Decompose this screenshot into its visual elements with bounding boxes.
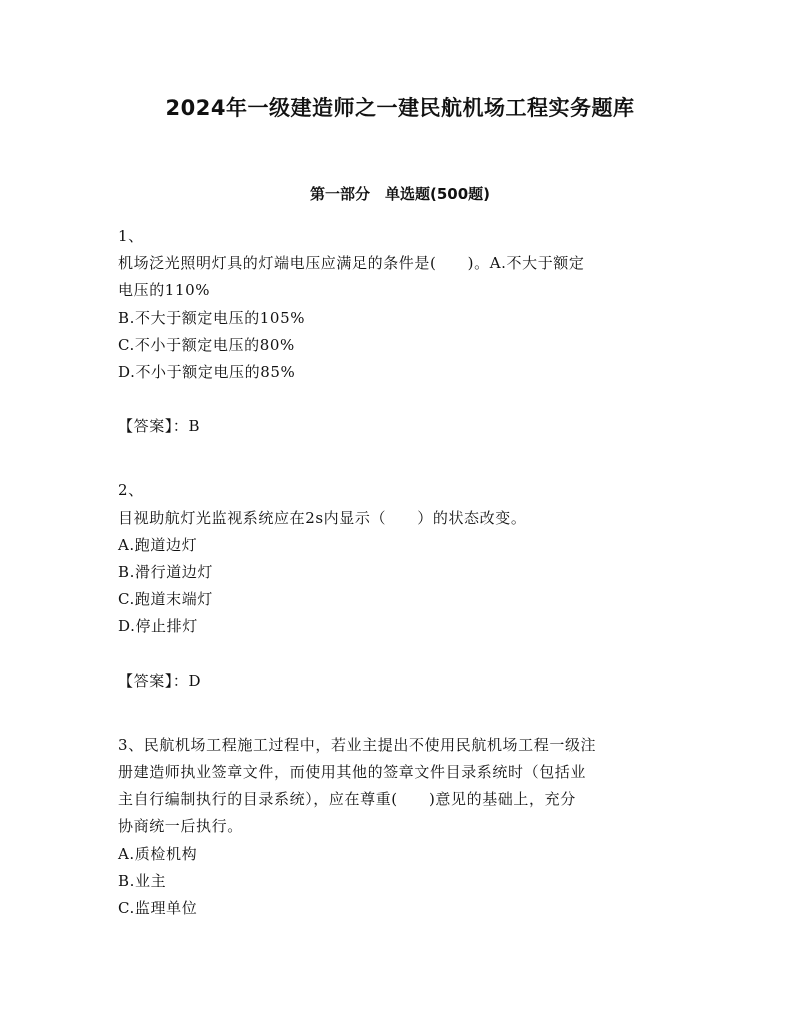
- question-list: [118, 223, 678, 922]
- question-stem-line: 机场泛光照明灯具的灯端电压应满足的条件是( )。A.不大于额定: [118, 254, 585, 273]
- option-c: C.不小于额定电压的80%: [118, 335, 295, 354]
- question-stem-line: 协商统一后执行。: [118, 817, 243, 836]
- option-d: D.不小于额定电压的85%: [118, 363, 296, 382]
- option-b: B.业主: [118, 871, 167, 890]
- option-c: C.监理单位: [118, 899, 198, 918]
- question-2: [118, 477, 678, 694]
- section-heading: 第一部分 单选题(500题): [309, 185, 491, 203]
- question-stem-line: 主自行编制执行的目录系统），应在尊重( )意见的基础上，充分: [118, 790, 576, 809]
- option-b: B.滑行道边灯: [118, 563, 213, 582]
- question-stem-line: 册建造师执业签章文件，而使用其他的签章文件目录系统时（包括业: [118, 763, 587, 782]
- page-title: 2024年一级建造师之一建民航机场工程实务题库: [165, 96, 635, 120]
- answer-line: 【答案】：D: [118, 671, 202, 690]
- question-3: [118, 732, 678, 922]
- question-1: [118, 223, 678, 440]
- question-number: 1、: [118, 227, 144, 245]
- question-number: 2、: [118, 481, 144, 500]
- option-a: A.质检机构: [118, 844, 198, 863]
- option-c: C.跑道末端灯: [118, 590, 213, 609]
- question-stem-line: 电压的110%: [118, 281, 211, 300]
- option-b: B.不大于额定电压的105%: [118, 308, 306, 327]
- question-stem-line: 3、民航机场工程施工过程中，若业主提出不使用民航机场工程一级注: [118, 735, 597, 754]
- answer-line: 【答案】：B: [118, 417, 201, 436]
- option-d: D.停止排灯: [118, 617, 198, 636]
- option-a: A.跑道边灯: [118, 535, 198, 554]
- question-stem-line: 目视助航灯光监视系统应在2s内显示（ ）的状态改变。: [118, 508, 527, 527]
